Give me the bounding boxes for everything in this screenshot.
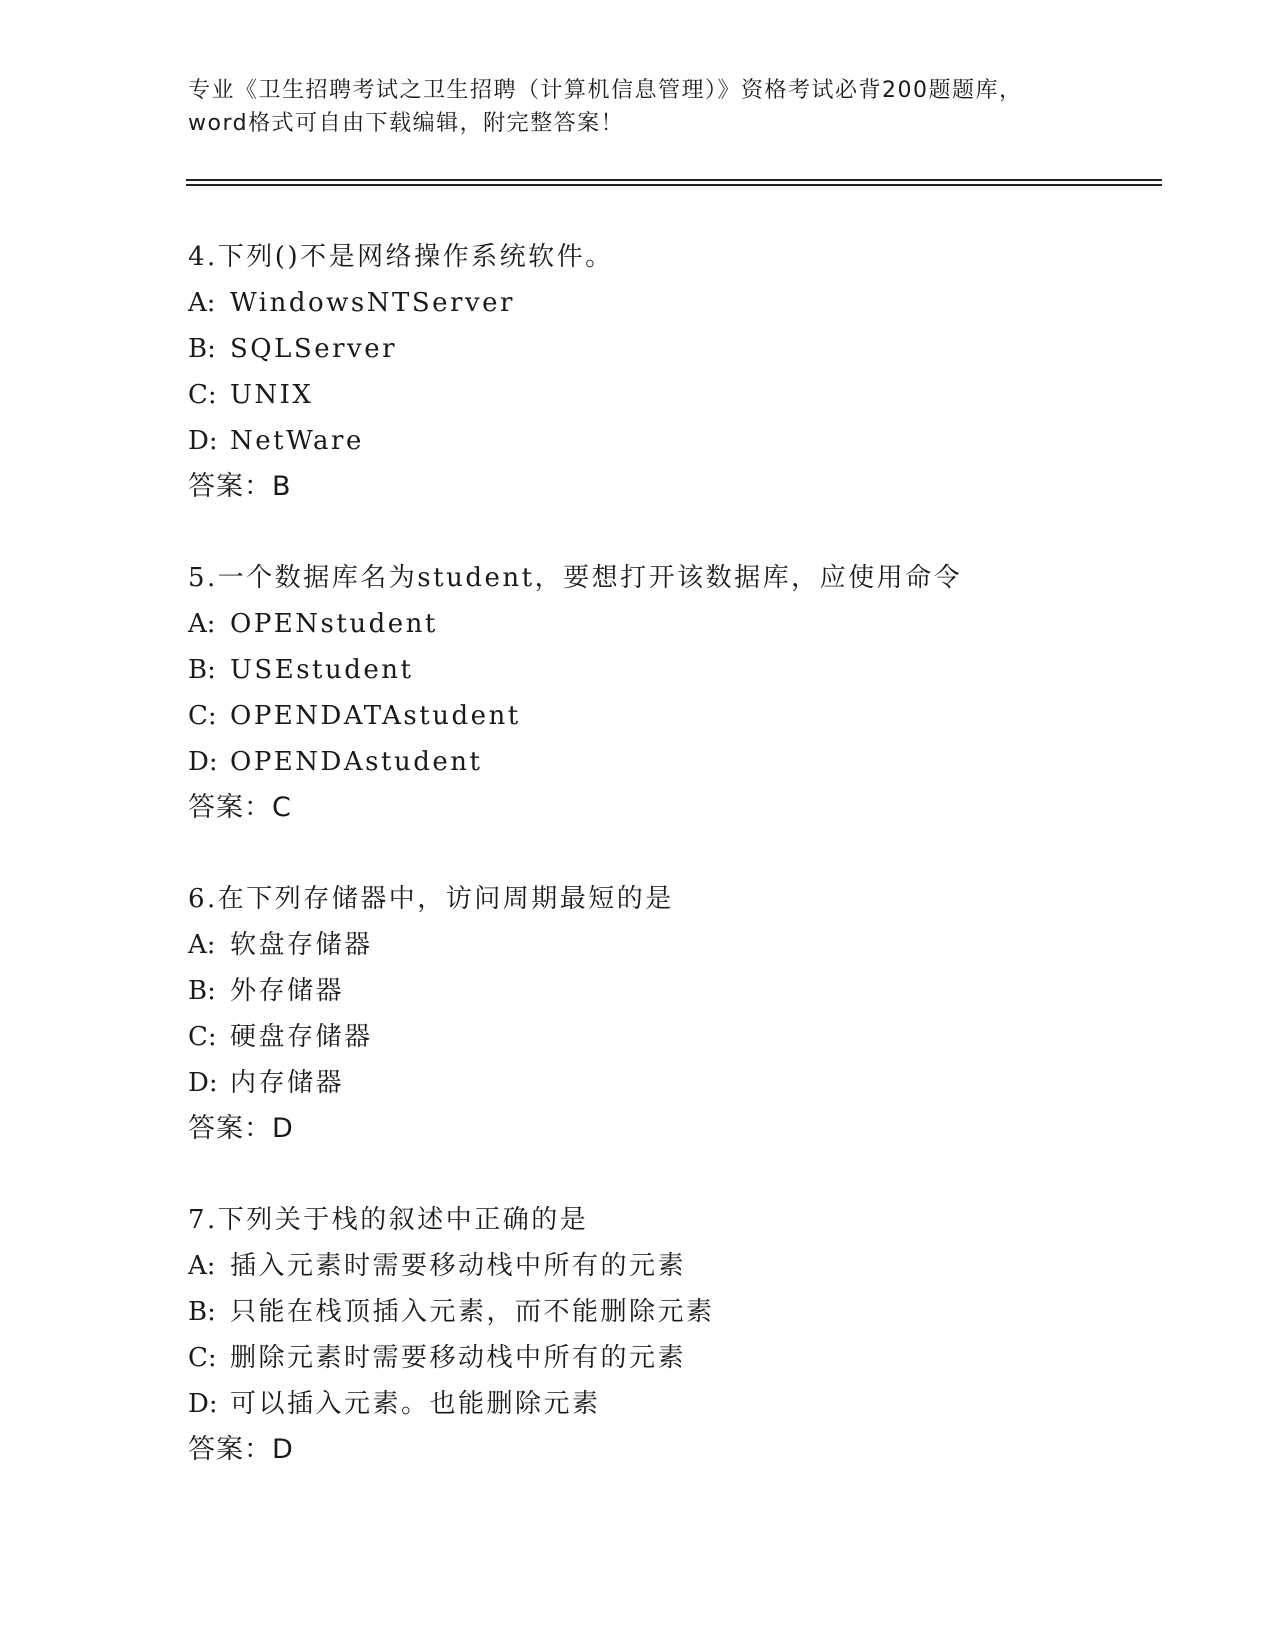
option-letter: D: (188, 747, 218, 777)
option-letter: A: (188, 609, 216, 639)
option-a (188, 922, 1168, 968)
option-c (188, 1014, 1168, 1060)
question-stem: 6.在下列存储器中，访问周期最短的是 (188, 884, 674, 914)
option-letter: D: (188, 1389, 218, 1419)
document-header (188, 74, 1088, 140)
option-a (188, 280, 1168, 326)
option-letter: C: (188, 1022, 217, 1052)
option-c (188, 372, 1168, 418)
option-d (188, 739, 1168, 785)
answer-line: 答案：D (188, 1434, 294, 1465)
option-a (188, 1243, 1168, 1289)
header-rule-bottom (186, 184, 1162, 186)
question-stem: 7.下列关于栈的叙述中正确的是 (188, 1205, 589, 1235)
option-c (188, 693, 1168, 739)
option-letter: C: (188, 701, 217, 731)
option-text: 硬盘存储器 (230, 1022, 373, 1052)
answer-line: 答案：B (188, 471, 292, 502)
option-text: WindowsNTServer (230, 288, 515, 318)
option-letter: B: (188, 334, 216, 364)
option-text: 外存储器 (230, 976, 345, 1006)
option-text: OPENDAstudent (230, 747, 483, 777)
question-block (188, 876, 1168, 1152)
option-text: NetWare (230, 426, 364, 456)
answer-line: 答案：D (188, 1113, 294, 1144)
header-line-1: 专业《卫生招聘考试之卫生招聘（计算机信息管理）》资格考试必背200题题库， (188, 78, 1023, 103)
option-letter: A: (188, 930, 216, 960)
question-stem: 4.下列()不是网络操作系统软件。 (188, 242, 614, 272)
header-rule-top (186, 179, 1162, 181)
option-c (188, 1335, 1168, 1381)
option-text: 内存储器 (230, 1068, 345, 1098)
option-text: OPENstudent (230, 609, 438, 639)
header-line-2: word格式可自由下载编辑，附完整答案！ (188, 111, 625, 136)
option-text: 删除元素时需要移动栈中所有的元素 (230, 1343, 687, 1373)
option-text: USEstudent (230, 655, 414, 685)
option-letter: A: (188, 288, 216, 318)
option-text: UNIX (230, 380, 314, 410)
option-b (188, 647, 1168, 693)
option-letter: A: (188, 1251, 216, 1281)
option-text: OPENDATAstudent (230, 701, 521, 731)
option-b (188, 1289, 1168, 1335)
option-text: SQLServer (230, 334, 398, 364)
question-stem: 5.一个数据库名为student，要想打开该数据库，应使用命令 (188, 563, 963, 593)
option-letter: B: (188, 976, 216, 1006)
option-b (188, 326, 1168, 372)
option-d (188, 1381, 1168, 1427)
option-text: 插入元素时需要移动栈中所有的元素 (230, 1251, 687, 1281)
option-b (188, 968, 1168, 1014)
option-letter: C: (188, 1343, 217, 1373)
question-block (188, 234, 1168, 510)
option-letter: D: (188, 1068, 218, 1098)
option-d (188, 1060, 1168, 1106)
option-letter: C: (188, 380, 217, 410)
option-letter: D: (188, 426, 218, 456)
option-letter: B: (188, 655, 216, 685)
answer-line: 答案：C (188, 792, 292, 823)
question-block (188, 1197, 1168, 1473)
option-letter: B: (188, 1297, 216, 1327)
option-a (188, 601, 1168, 647)
option-text: 软盘存储器 (230, 930, 373, 960)
option-d (188, 418, 1168, 464)
option-text: 只能在栈顶插入元素，而不能删除元素 (230, 1297, 715, 1327)
option-text: 可以插入元素。也能删除元素 (230, 1389, 601, 1419)
question-block (188, 555, 1168, 831)
